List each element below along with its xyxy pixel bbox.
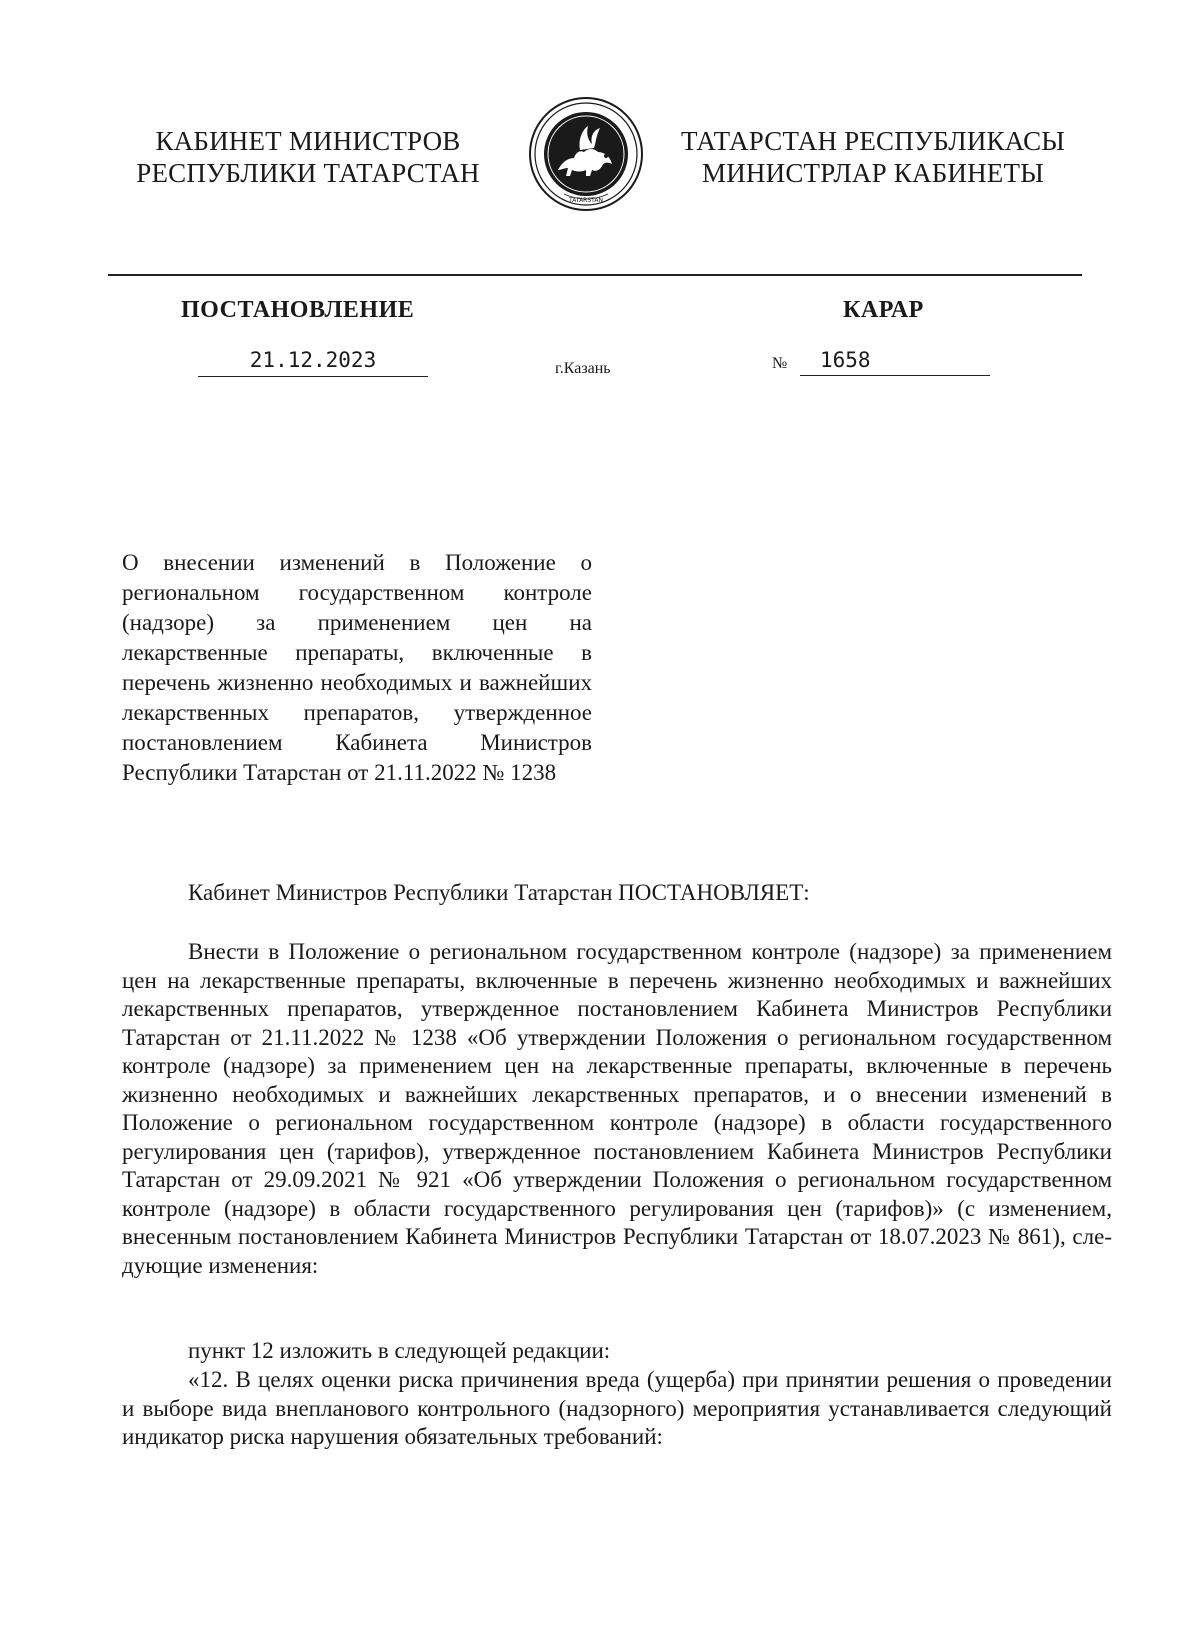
body-paragraph-3: «12. В целях оценки риска причинения вреда (ущерба) при принятии решения о проведении и выборе вида внепланового контрольного (надзорного) мероприятия устанавливается следующий индикатор риска нарушения обязательных требований: <box>122 1367 1112 1449</box>
header-divider <box>108 274 1082 276</box>
document-number: 1658 <box>800 348 990 376</box>
doc-type-karar: КАРАР <box>843 297 924 323</box>
body-paragraph-2: пункт 12 изложить в следующей редакции: <box>188 1338 611 1363</box>
body-paragraph-1 <box>122 938 1112 1280</box>
header-right-authority <box>668 125 1078 189</box>
document-subject: О внесении изменений в Положение о региональном государственном контроле (надзоре) за применением цен на лекарственные препараты, включенные в перечень жизненно необходимых и важнейших лекарственных препаратов, утвержденное постановлением Кабинета Министров Республики Татарстан от 21.11.2022 № 1238 <box>122 550 592 785</box>
header-right-line1: ТАТАРСТАН РЕСПУБЛИКАСЫ <box>680 126 1066 156</box>
header-left-line2: РЕСПУБЛИКИ ТАТАРСТАН <box>136 158 480 188</box>
body-paragraph-1-text: Внести в Положение о региональном государственном контроле (надзоре) за применением цен на лекарственные препараты, включенные в перечень жизненно необходимых и важнейших лекарственных препаратов, утвержденное постановлением Кабинета Министров Республики Татарстан от 21.11.2022 № 1238 «Об утверждении Положения о региональном государственном контроле (надзоре) за применением цен на лекарственные препараты, включенные в перечень жизненно необходимых и важнейших лекарственных препаратов, и о внесении изменений в Положение о региональном государственном контроле (надзоре) в области государственного регулирования цен (тарифов), утвержденное постановлением Кабинета Министров Республики Татарстан от 29.09.2021 № 921 «Об утверждении Положения о региональном государственном контроле (надзоре) в области государственного регулирования цен (тарифов)» (с изменением, внесенным постановлением Кабинета Министров Республики Татарстан от 18.07.2023 № 861), следующие изменения: <box>122 939 1112 1278</box>
header-left-authority <box>118 125 498 189</box>
tatarstan-emblem-icon <box>528 96 644 212</box>
preamble: Кабинет Министров Республики Татарстан ПОСТАНОВЛЯЕТ: <box>188 880 810 905</box>
number-sign: № <box>772 355 788 372</box>
svg-text:TATARSTAN: TATARSTAN <box>569 197 603 204</box>
header-right-line2: МИНИСТРЛАР КАБИНЕТЫ <box>702 158 1044 188</box>
document-city: г.Казань <box>555 360 611 377</box>
header-left-line1: КАБИНЕТ МИНИСТРОВ <box>155 126 461 156</box>
doc-type-postanovlenie: ПОСТАНОВЛЕНИЕ <box>181 297 415 323</box>
document-date: 21.12.2023 <box>198 348 428 377</box>
